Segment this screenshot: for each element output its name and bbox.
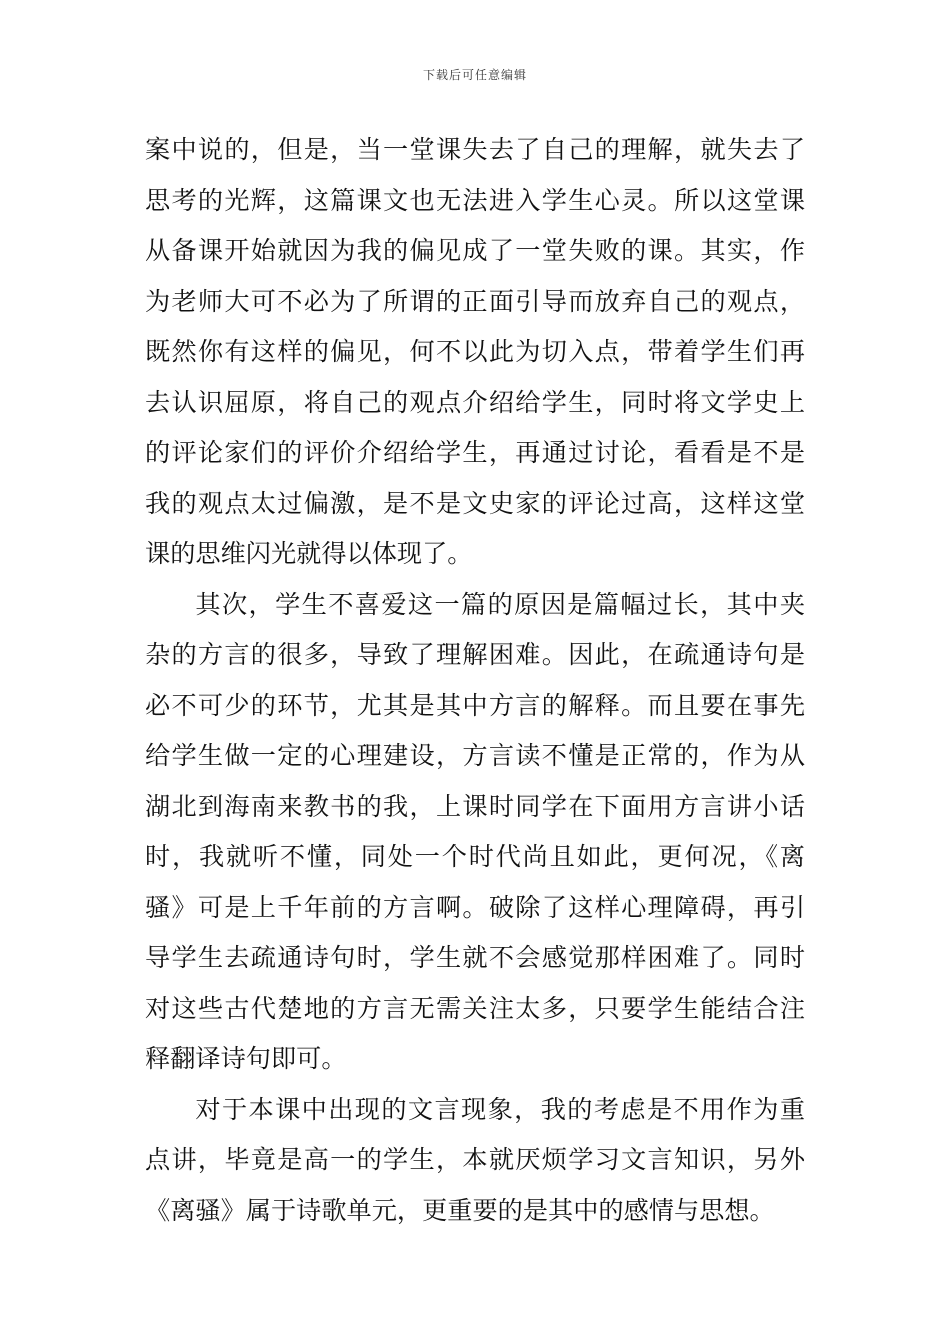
- text-line: 我的观点太过偏激，是不是文史家的评论过高，这样这堂: [145, 488, 805, 518]
- text-line: 骚》可是上千年前的方言啊。破除了这样心理障碍，再引: [145, 892, 805, 922]
- text-line: 从备课开始就因为我的偏见成了一堂失败的课。其实，作: [145, 236, 805, 265]
- text-line: 导学生去疏通诗句时，学生就不会感觉那样困难了。同时: [145, 943, 805, 972]
- body-text: [145, 125, 805, 1236]
- text-line: 其次，学生不喜爱这一篇的原因是篇幅过长，其中夹: [195, 589, 805, 619]
- text-line: 课的思维闪光就得以体现了。: [145, 539, 473, 568]
- text-line: 为老师大可不必为了所谓的正面引导而放弃自己的观点，: [145, 286, 805, 316]
- text-line: 对于本课中出现的文言现象，我的考虑是不用作为重: [195, 1094, 805, 1124]
- text-line: 去认识屈原，将自己的观点介绍给学生，同时将文学史上: [145, 387, 805, 417]
- text-line: 对这些古代楚地的方言无需关注太多，只要学生能结合注: [145, 993, 805, 1023]
- page-header: 下载后可任意编辑: [422, 68, 527, 82]
- text-line: 点讲，毕竟是高一的学生，本就厌烦学习文言知识，另外: [145, 1145, 805, 1174]
- paragraph: [145, 125, 805, 580]
- paragraph: [145, 580, 805, 1085]
- text-line: 时，我就听不懂，同处一个时代尚且如此，更何况，《离: [145, 842, 805, 871]
- text-line: 必不可少的环节，尤其是其中方言的解释。而且要在事先: [145, 690, 805, 720]
- text-line: 案中说的，但是，当一堂课失去了自己的理解，就失去了: [145, 135, 805, 164]
- paragraph: [145, 1085, 805, 1237]
- text-line: 思考的光辉，这篇课文也无法进入学生心灵。所以这堂课: [145, 185, 805, 215]
- text-line: 释翻译诗句即可。: [145, 1044, 347, 1073]
- text-line: 《离骚》属于诗歌单元，更重要的是其中的感情与思想。: [145, 1195, 775, 1225]
- text-line: 杂的方言的很多，导致了理解困难。因此，在疏通诗句是: [145, 640, 805, 669]
- text-line: 给学生做一定的心理建设，方言读不懂是正常的，作为从: [145, 741, 805, 770]
- text-line: 既然你有这样的偏见，何不以此为切入点，带着学生们再: [145, 337, 805, 366]
- text-line: 的评论家们的评价介绍给学生，再通过讨论，看看是不是: [145, 438, 805, 467]
- text-line: 湖北到海南来教书的我，上课时同学在下面用方言讲小话: [145, 791, 805, 821]
